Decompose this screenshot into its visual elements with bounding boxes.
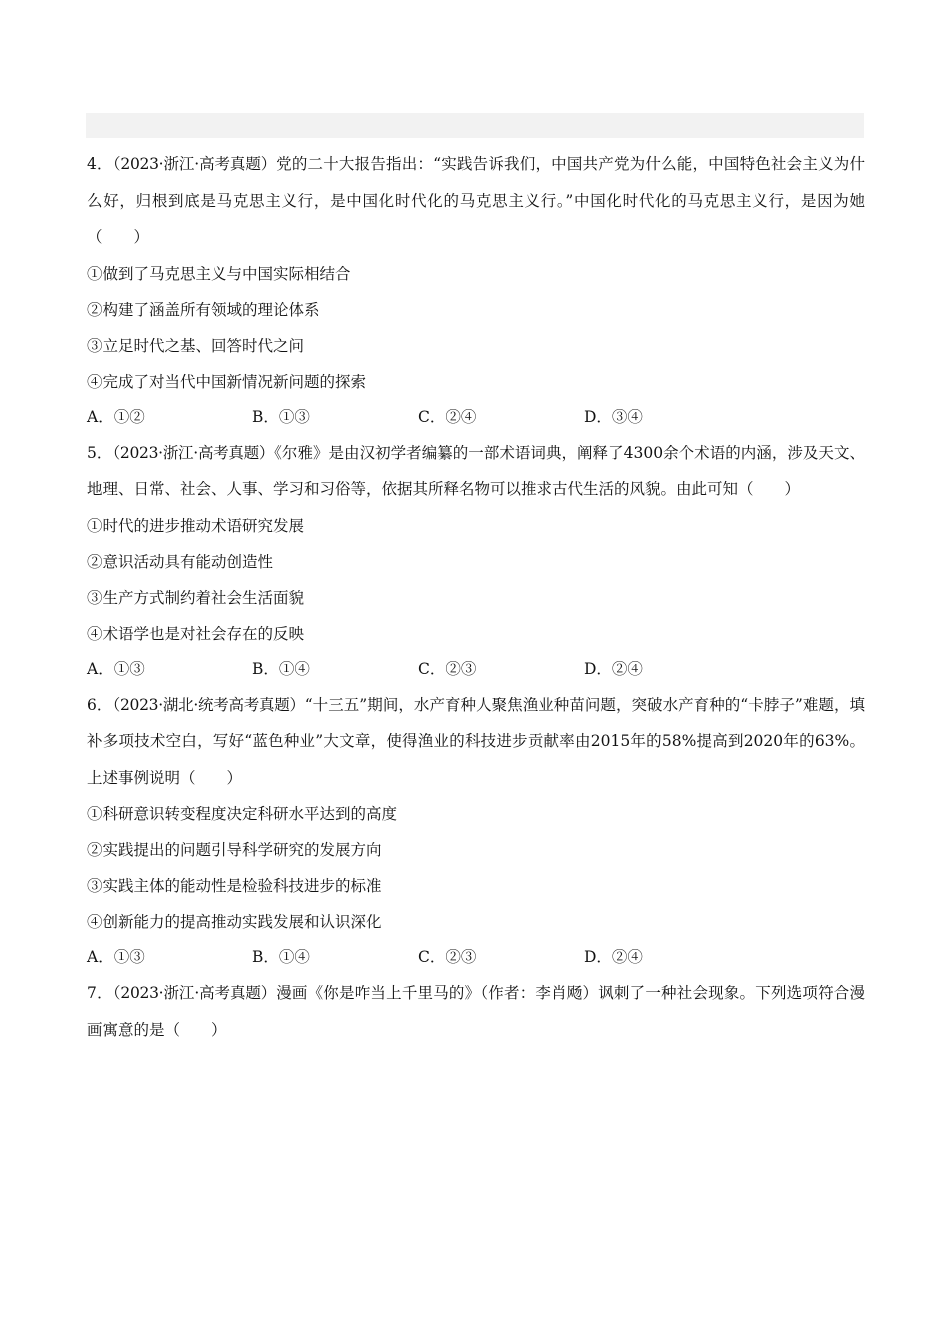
question-text: “十三五”期间，水产育种人聚焦渔业种苗问题，突破水产育种的“卡脖子”难题，填补多项技术空白，写好“蓝色种业”大文章，使得渔业的科技进步贡献率由2015年的58%提高到2020年的63%。上述事例说明（ ） (87, 695, 865, 787)
answer-choices (87, 940, 865, 975)
question-source: （2023·浙江·高考真题） (112, 155, 277, 173)
statement: ①科研意识转变程度决定科研水平达到的高度 (87, 805, 398, 823)
statement: ④完成了对当代中国新情况新问题的探索 (87, 372, 367, 391)
question-number: 4． (87, 155, 113, 173)
choice-c: C．②③ (418, 659, 477, 678)
question-text: 党的二十大报告指出：“实践告诉我们，中国共产党为什么能，中国特色社会主义为什么好，归根到底是马克思主义行，是中国化时代化的马克思主义行。”中国化时代化的马克思主义行，是因为她（ ） (87, 155, 865, 246)
question-source: （2023·浙江·高考真题） (112, 984, 277, 1002)
question-text: 漫画《你是咋当上千里马的》（作者：李肖飏）讽刺了一种社会现象。下列选项符合漫画寓意的是（ ） (87, 984, 865, 1039)
question-stem (87, 435, 865, 508)
question-6 (87, 687, 865, 976)
question-number: 7． (87, 984, 113, 1002)
question-5 (87, 435, 865, 687)
choice-a: A．①② (87, 407, 145, 426)
question-stem (87, 975, 865, 1048)
question-text: 《尔雅》是由汉初学者编纂的一部术语词典，阐释了4300余个术语的内涵，涉及天文、地理、日常、社会、人事、学习和习俗等，依据其所释名物可以推求古代生活的风貌。由此可知（ ） (87, 443, 865, 498)
question-stem (87, 146, 865, 256)
statement: ①时代的进步推动术语研究发展 (87, 516, 305, 535)
choice-c: C．②③ (418, 948, 477, 966)
statement: ③生产方式制约着社会生活面貌 (87, 588, 305, 607)
question-stem (87, 687, 865, 797)
question-number: 5． (87, 443, 113, 462)
statement: ②意识活动具有能动创造性 (87, 552, 274, 571)
choice-a: A．①③ (87, 659, 145, 678)
question-number: 6． (87, 695, 113, 714)
question-7 (87, 975, 865, 1048)
question-4 (87, 146, 865, 435)
question-source: （2023·湖北·统考高考真题） (112, 695, 305, 714)
answer-choices (87, 652, 865, 687)
statement: ③立足时代之基、回答时代之问 (87, 336, 305, 355)
choice-b: B．①④ (252, 659, 310, 678)
statement: ④创新能力的提高推动实践发展和认识深化 (87, 913, 382, 931)
statement: ③实践主体的能动性是检验科技进步的标准 (87, 877, 382, 895)
statement: ②构建了涵盖所有领域的理论体系 (87, 300, 320, 319)
choice-b: B．①③ (252, 407, 310, 426)
question-source: （2023·浙江·高考真题） (112, 443, 275, 462)
choice-a: A．①③ (87, 948, 145, 966)
choice-b: B．①④ (252, 948, 310, 966)
header-bar (86, 113, 864, 138)
question-list (87, 146, 865, 1048)
statement: ②实践提出的问题引导科学研究的发展方向 (87, 841, 382, 859)
choice-c: C．②④ (418, 407, 477, 426)
answer-choices (87, 400, 865, 435)
choice-d: D．②④ (584, 659, 643, 678)
statement: ①做到了马克思主义与中国实际相结合 (87, 264, 351, 283)
statement: ④术语学也是对社会存在的反映 (87, 624, 305, 643)
choice-d: D．③④ (584, 407, 643, 426)
choice-d: D．②④ (584, 948, 643, 966)
